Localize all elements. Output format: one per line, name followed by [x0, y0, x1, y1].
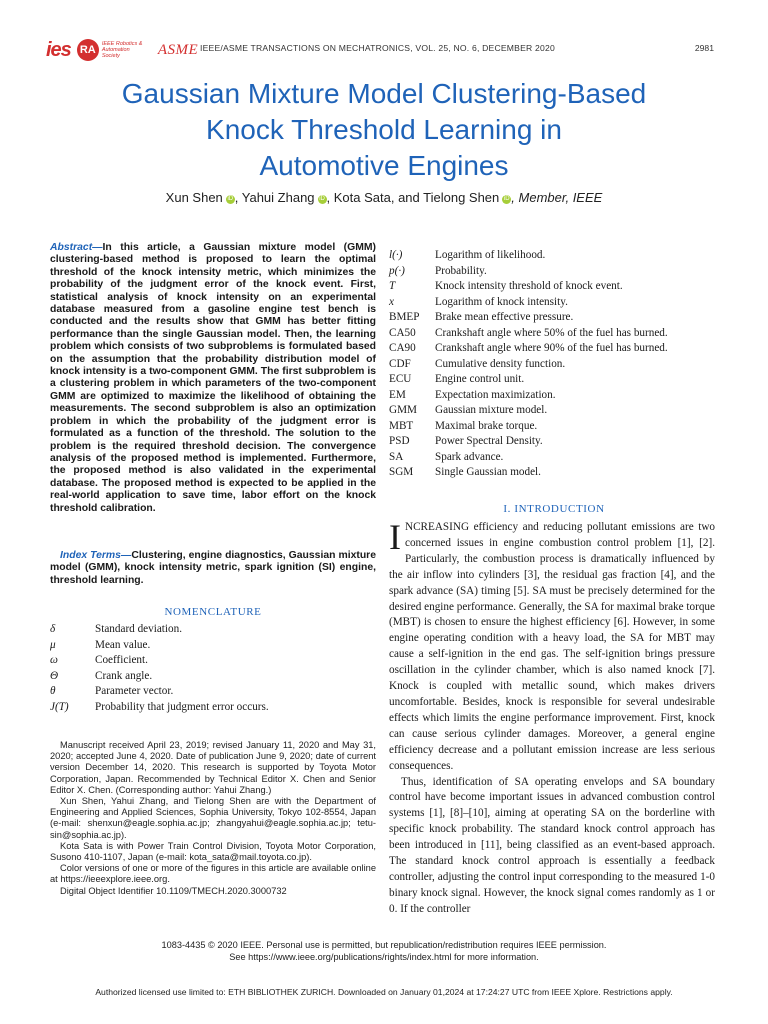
nomenclature-row [50, 669, 376, 685]
nomenclature-row [389, 357, 719, 373]
drop-cap: I [389, 517, 401, 557]
nomenclature-row [389, 264, 719, 280]
nomenclature-symbol: Θ [50, 669, 59, 682]
orcid-icon[interactable]: iD [227, 196, 234, 202]
introduction-body [389, 517, 715, 918]
nomenclature-definition: Gaussian mixture model. [435, 404, 548, 416]
nomenclature-row [389, 279, 719, 295]
nomenclature-symbol: J(T) [50, 700, 69, 713]
title-line: Knock Threshold Learning in [206, 114, 562, 145]
paper-title [40, 76, 728, 184]
nomenclature-symbol: CDF [389, 357, 411, 370]
paragraph [389, 517, 715, 775]
nomenclature-heading: NOMENCLATURE [164, 606, 262, 618]
footnote-affiliation: Kota Sata is with Power Train Control Division, Toyota Motor Corporation, Susono 410-1107, Japan (e-mail: kota_sata@mail.toyota.co.jp). [50, 840, 376, 863]
journal-name: IEEE/ASME TRANSACTIONS ON MECHATRONICS, VOL. 25, NO. 6, DECEMBER 2020 [200, 43, 555, 53]
nomenclature-symbol: MBT [389, 419, 414, 432]
publisher-logos [46, 36, 198, 64]
nomenclature-symbol: T [389, 280, 396, 292]
copyright-line: 1083-4435 © 2020 IEEE. Personal use is permitted, but republication/redistribution requires IEEE permission. [161, 940, 607, 950]
nomenclature-row [50, 638, 376, 654]
abstract-text: In this article, a Gaussian mixture model (GMM) clustering-based method is proposed to learn the optimal threshold of the knock intensity metric, which minimizes the probability of the judgment error of the knock event. First, statistical analysis of knock intensity on an experimental database measured from a gasoline engine test bench is conducted and the results show that GMM has better fitting performance than the single Gaussian model. Then, the learning problem which consists of two subproblems is formulated based on the assumption that the probability distribution model of knock intensity is a two-component GMM. The first subproblem is a clustering problem in which parameters of the two-component GMM are optimized to maximize the likelihood of obtaining the measurements. The second subproblem is also an optimization problem in which the probability of the judgment error is formulated as a function of the threshold. The solution to the problem is the required threshold decision. The convergence analysis of the proposed method is implemented. Furthermore, the proposed method is also validated in the experimental database. The proposed method is expected to be applied in the real-world application to save time, labor effort on the knock threshold calibration. [50, 242, 376, 514]
page-header [46, 36, 714, 64]
nomenclature-row [50, 653, 376, 669]
author-membership: , Member, IEEE [511, 190, 603, 205]
abstract-label: Abstract— [50, 242, 103, 253]
nomenclature-row [389, 450, 719, 466]
orcid-icon[interactable]: iD [319, 196, 325, 202]
author-name: , Yahui Zhang [234, 190, 315, 205]
nomenclature-list-right [389, 248, 719, 481]
nomenclature-definition: Spark advance. [435, 450, 504, 463]
ras-logo-icon: RA [77, 39, 99, 61]
paragraph: Thus, identification of SA operating envelops and SA boundary control have become important issues in advanced combustion control systems [1], [8]–[10], aiming at operating SA on the borderline with specific knock probability. The standard knock control approach has been introduced in [11], being classified as an event-based approach. The standard knock control approach is essentially a feedback controller, adjusting the control input corresponding to the measured 1-0 binary knock signal. However, the knock signal comes randomly as 1 or 0. If the controller [389, 775, 715, 915]
nomenclature-definition: Knock intensity threshold of knock event. [435, 280, 623, 292]
first-page-footnote [50, 740, 376, 897]
nomenclature-definition: Crankshaft angle where 50% of the fuel has burned. [435, 326, 668, 339]
nomenclature-definition: Probability that judgment error occurs. [95, 700, 269, 713]
footnote-doi: Digital Object Identifier 10.1109/TMECH.2020.3000732 [60, 885, 287, 896]
paragraph-text: NCREASING efficiency and reducing pollutant emissions are two concerned issues in engine combustion control problem [1], [2]. Particularly, the combustion process is dramatically influenced by the air inflow into cylinders [3], the residual gas fraction [4], and the spark advance (SA) timing [5]. SA must be precisely determined for the desired engine performance. Generally, the SA for maximal brake torque (MBT) is chosen to ensure the highest efficiency [6]. However, in some engine operating condition with a heavy load, the SA for MBT may cause a self-ignition in the end gas. The self-ignition brings pressure oscillation in the cylinder chamber, which is also named knock [7]. Knock is coupled with metallic sound, which makes drivers uncomfortable. Besides, knock is responsible for several undesirable effects which limits the engine performance improvement. First, knock can cause serious cylinder damages. Moreover, a general engine efficiency decrease and a pollutant emission increase are less serious consequences. [389, 521, 715, 772]
page-number: 2981 [694, 43, 714, 53]
title-line: Gaussian Mixture Model Clustering-Based [121, 78, 647, 109]
copyright-notice [40, 939, 728, 963]
copyright-line[interactable]: See https://www.ieee.org/publications/rights/index.html for more information. [229, 952, 539, 962]
introduction-heading: I. INTRODUCTION [503, 503, 605, 515]
nomenclature-definition: Single Gaussian model. [435, 466, 541, 478]
footnote-affiliation: Xun Shen, Yahui Zhang, and Tielong Shen are with the Department of Engineering and Applied Sciences, Sophia University, Tokyo 102-8554, Japan (e-mail: shenxun@eagle.sophia.ac.jp; zhangyahui@eagle.sophia.ac.jp; tetu-sin@sophia.ac.jp). [50, 796, 376, 840]
orcid-icon[interactable]: iD [503, 196, 510, 202]
index-terms-text: Clustering, engine diagnostics, Gaussian mixture model (GMM), knock intensity metric, spark ignition (SI) engine, threshold learning. [50, 550, 376, 586]
nomenclature-symbol: x [389, 295, 394, 308]
nomenclature-definition: Logarithm of likelihood. [435, 249, 546, 261]
nomenclature-definition: Maximal brake torque. [435, 419, 538, 432]
nomenclature-symbol: GMM [389, 404, 417, 416]
nomenclature-symbol: θ [50, 685, 56, 697]
nomenclature-row [389, 326, 719, 342]
nomenclature-row [389, 419, 719, 435]
nomenclature-row [389, 295, 719, 311]
nomenclature-symbol: ω [50, 654, 58, 666]
nomenclature-definition: Expectation maximization. [435, 388, 556, 401]
nomenclature-row [50, 700, 376, 716]
nomenclature-row [389, 310, 719, 326]
nomenclature-definition: Crank angle. [95, 669, 153, 682]
nomenclature-symbol: ECU [389, 373, 412, 385]
nomenclature-symbol: μ [50, 638, 56, 651]
nomenclature-symbol: PSD [389, 435, 410, 447]
index-terms-label: Index Terms— [60, 550, 132, 561]
nomenclature-symbol: δ [50, 623, 56, 635]
nomenclature-symbol: BMEP [389, 311, 420, 323]
author-name: Xun Shen [165, 190, 223, 205]
abstract [50, 242, 376, 515]
nomenclature-row [389, 341, 719, 357]
asme-logo: ASME [157, 41, 199, 58]
footnote-manuscript: Manuscript received April 23, 2019; revised January 11, 2020 and May 31, 2020; accepted June 4, 2020. Date of publication June 9, 2020; date of current version December 14, 2020. This research is supported by Toyota Motor Corporation, Japan. Recommended by Technical Editor X. Chen and Senior Editor X. Chen. (Corresponding author: Yahui Zhang.) [50, 740, 376, 795]
nomenclature-definition: Crankshaft angle where 90% of the fuel has burned. [435, 342, 668, 354]
nomenclature-row [389, 465, 719, 481]
nomenclature-definition: Engine control unit. [435, 373, 525, 385]
nomenclature-definition: Coefficient. [95, 654, 148, 666]
nomenclature-symbol: SA [389, 450, 404, 463]
nomenclature-symbol: l(·) [389, 249, 403, 261]
nomenclature-symbol: p(·) [389, 264, 405, 277]
nomenclature-list-left [50, 622, 376, 715]
nomenclature-definition: Probability. [435, 264, 487, 277]
nomenclature-row [389, 388, 719, 404]
nomenclature-definition: Standard deviation. [95, 623, 182, 635]
author-list [40, 190, 728, 205]
nomenclature-row [389, 372, 719, 388]
nomenclature-row [389, 403, 719, 419]
license-notice: Authorized licensed use limited to: ETH BIBLIOTHEK ZURICH. Downloaded on January 01,2024 at 17:24:27 UTC from IEEE Xplore. Restrictions apply. [95, 987, 673, 997]
nomenclature-definition: Cumulative density function. [435, 357, 566, 370]
nomenclature-row [50, 684, 376, 700]
author-name: , Kota Sata, and Tielong Shen [326, 190, 500, 205]
nomenclature-definition: Brake mean effective pressure. [435, 311, 574, 323]
nomenclature-symbol: SGM [389, 466, 414, 478]
nomenclature-symbol: CA90 [389, 342, 416, 354]
ras-logo [77, 39, 148, 61]
ras-logo-text: IEEE Robotics & Automation Society [101, 41, 143, 59]
nomenclature-row [389, 248, 719, 264]
nomenclature-definition: Mean value. [95, 638, 151, 651]
nomenclature-row [389, 434, 719, 450]
index-terms [50, 550, 376, 587]
nomenclature-definition: Parameter vector. [95, 685, 174, 697]
nomenclature-definition: Power Spectral Density. [435, 435, 543, 447]
nomenclature-symbol: CA50 [389, 326, 416, 339]
footnote-color-versions: Color versions of one or more of the figures in this article are available online at https://ieeexplore.ieee.org. [50, 863, 376, 885]
title-line: Automotive Engines [259, 150, 509, 181]
nomenclature-row [50, 622, 376, 638]
nomenclature-definition: Logarithm of knock intensity. [435, 295, 568, 308]
ies-logo: ies [46, 38, 71, 61]
nomenclature-symbol: EM [389, 388, 406, 401]
